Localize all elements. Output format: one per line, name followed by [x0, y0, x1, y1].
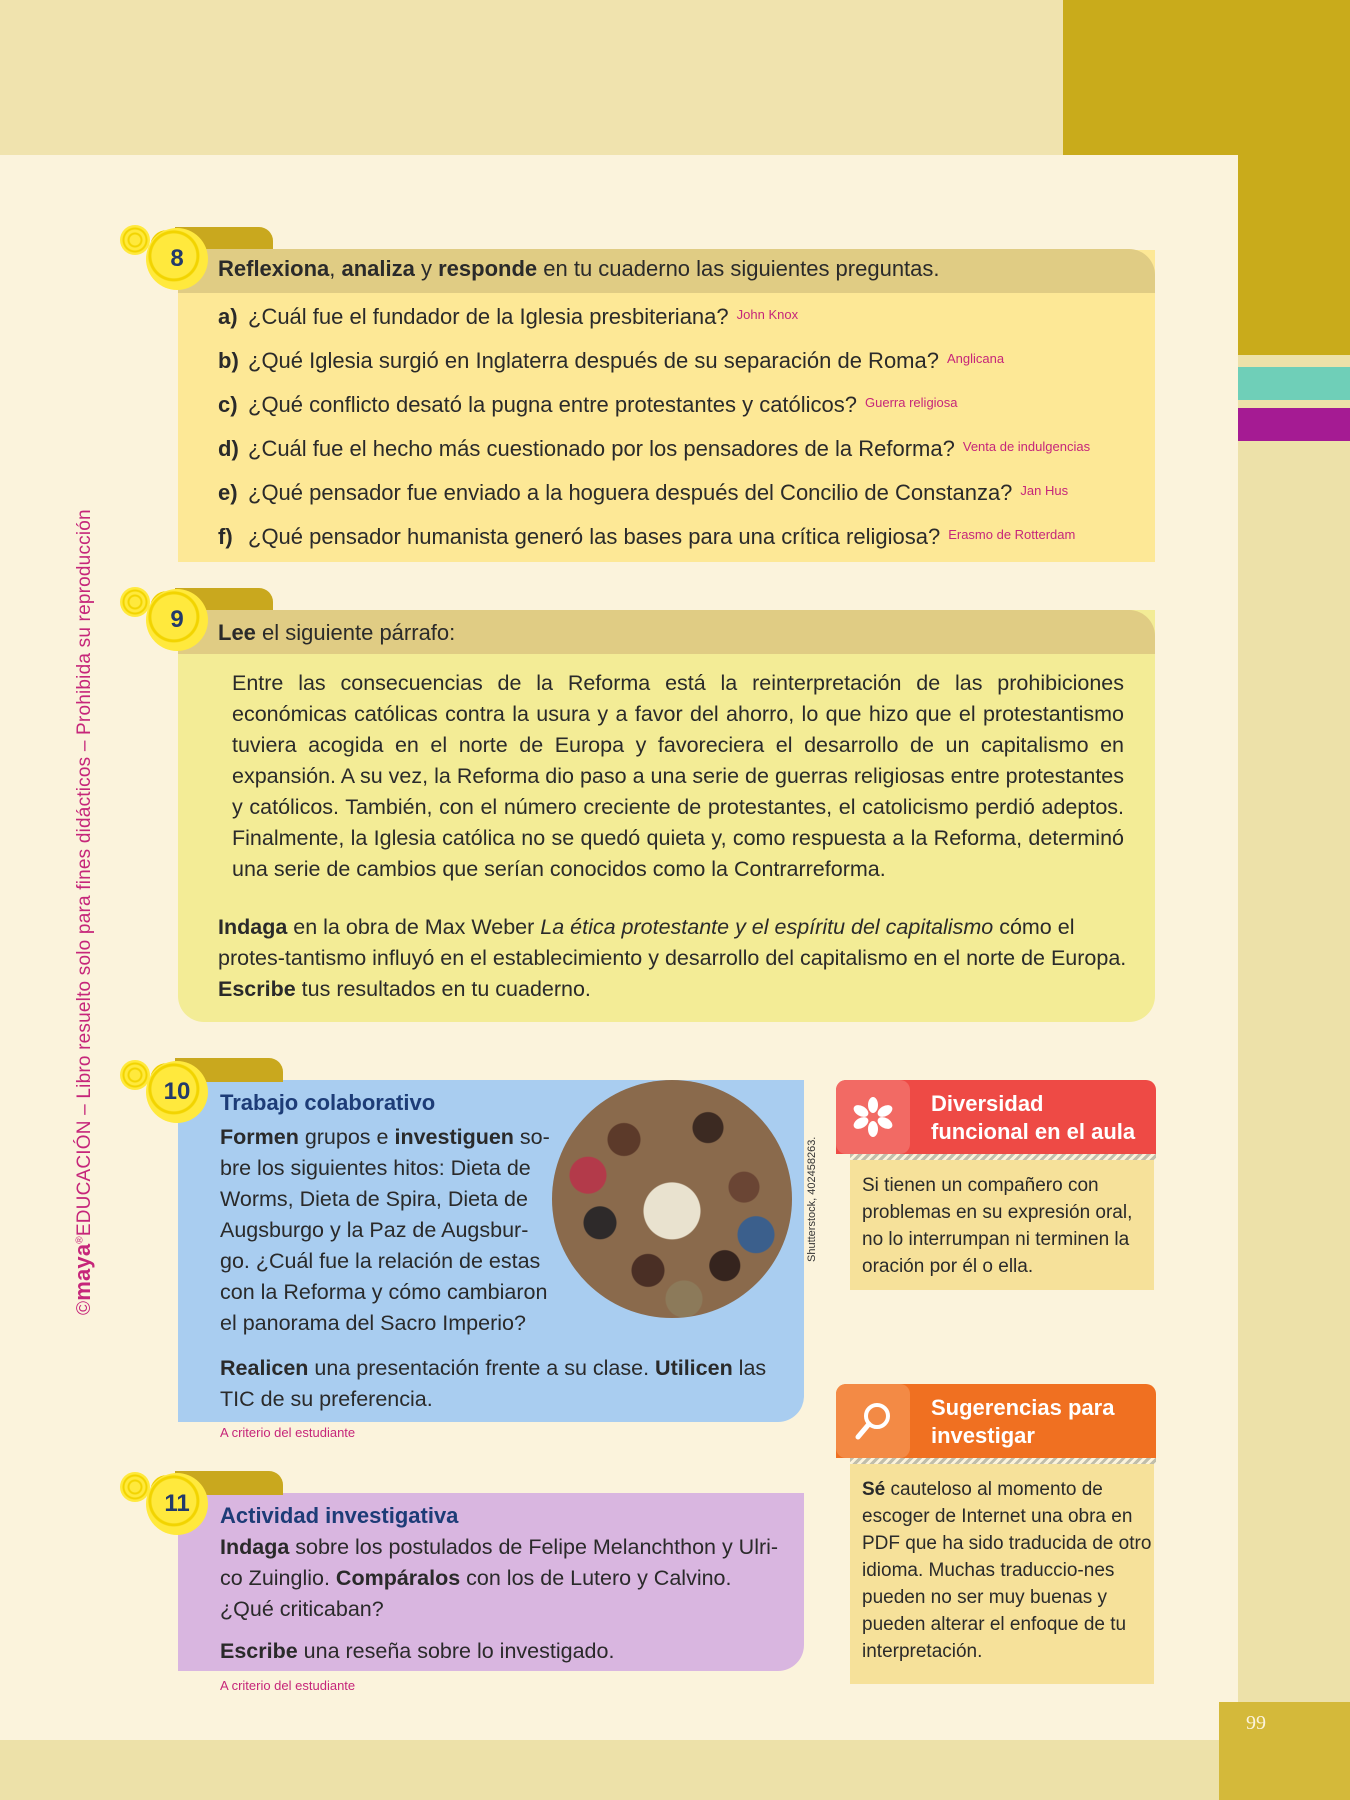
question-a: a) ¿Cuál fue el fundador de la Iglesia presbiteriana? $^{John Knox}$ [218, 304, 799, 329]
exercise-11-badge: 11 [146, 1473, 208, 1535]
photo-credit: Shutterstock, 402458263. [806, 1136, 818, 1262]
students-group-photo [552, 1080, 792, 1318]
page-number: 99 [1246, 1712, 1266, 1734]
exercise-11-text: Indaga sobre los postulados de Felipe Melanchthon y Ulri-co Zuinglio. Compáralos con los de Lutero y Calvino. ¿Qué criticaban? [220, 1535, 779, 1621]
answer: John Knox [736, 307, 799, 322]
right-margin-strip [1238, 155, 1350, 1800]
answer: Erasmo de Rotterdam [948, 527, 1076, 542]
diversidad-body: Si tienen un compañero con problemas en su expresión oral, no lo interrumpan ni terminen la oración por él o ella. [850, 1160, 1154, 1290]
diversidad-header [836, 1080, 1156, 1154]
answer: Anglicana [946, 351, 1005, 366]
diversidad-title: Diversidad funcional en el aula [931, 1091, 1136, 1144]
question-d: d) ¿Cuál fue el hecho más cuestionado por los pensadores de la Reforma? $^{Venta de indulgencias}$ [218, 436, 1091, 461]
answer: Guerra religiosa [865, 395, 958, 410]
copyright-notice: ©maya®EDUCACIÓN – Libro resuelto solo para fines didácticos – Prohibida su reproducción [70, 509, 95, 1315]
exercise-10-answer: A criterio del estudiante [220, 1425, 356, 1440]
question-e: e) ¿Qué pensador fue enviado a la hoguera después del Concilio de Constanza? $^{Jan Hus}$ [218, 480, 1069, 505]
exercise-11-title: Actividad investigativa [220, 1503, 459, 1528]
page-number-box [1219, 1702, 1350, 1800]
sugerencias-title: Sugerencias para investigar [931, 1395, 1115, 1448]
question-f: f) ¿Qué pensador humanista generó las bases para una crítica religiosa? $^{Erasmo de Rotterdam}$ [218, 524, 1076, 549]
answer: Venta de indulgencias [962, 439, 1091, 454]
exercise-10-text: Formen grupos e investiguen so-bre los siguientes hitos: Dieta de Worms, Dieta de Spira, Dieta de Augsburgo y la Paz de Augsbur-go. ¿Cuál fue la relación de estas con la Reforma y cómo cambiaron el panorama del Sacro Imperio? [220, 1125, 550, 1335]
reading-paragraph: Entre las consecuencias de la Reforma está la reinterpretación de las prohibiciones económicas católicas contra la usura y a favor del ahorro, lo que hizo que el protestantismo tuviera acogida en el norte de Europa y favoreciera el desarrollo de un capitalismo en expansión. A su vez, la Reforma dio paso a una serie de guerras religiosas entre protestantes y católicos. También, con el número creciente de protestantes, el catolicismo perdió adeptos. Finalmente, la Iglesia católica no se quedó quieta y, como respuesta a la Reforma, determinó una serie de cambios que serían conocidos como la Contrarreforma. [232, 671, 1124, 881]
exercise-10-title: Trabajo colaborativo [220, 1090, 436, 1115]
badge-ring [120, 225, 150, 255]
teal-band [1238, 367, 1350, 400]
exercise-10-task: Realicen una presentación frente a su clase. Utilicen las TIC de su preferencia. [220, 1356, 767, 1411]
exercise-8-badge: 8 [146, 228, 208, 290]
exercise-10-badge: 10 [146, 1061, 208, 1123]
right-margin-gold [1238, 155, 1350, 355]
bottom-band [0, 1740, 1350, 1800]
badge-ring [120, 587, 150, 617]
question-b: b) ¿Qué Iglesia surgió en Inglaterra después de su separación de Roma? $^{Anglicana}$ [218, 348, 1005, 373]
sugerencias-body: Sé cauteloso al momento de escoger de Internet una obra en PDF que ha sido traducida de otro idioma. Muchas traduccio-nes pueden no ser muy buenas y pueden alterar el enfoque de tu interpretación. [850, 1464, 1154, 1684]
exercise-11-task: Escribe una reseña sobre lo investigado. [220, 1639, 615, 1663]
exercise-8-instruction: Reflexiona, analiza y responde en tu cuaderno las siguientes preguntas. [218, 256, 940, 281]
asterisk-icon [836, 1080, 910, 1154]
exercise-9-instruction: Lee el siguiente párrafo: [218, 620, 456, 645]
exercise-9-task: Indaga en la obra de Max Weber La ética protestante y el espíritu del capitalismo cómo el protes-tantismo influyó en el establecimiento y desarrollo del capitalismo en el norte de Europa. Escribe tus resultados en tu cuaderno. [218, 915, 1127, 1001]
question-c: c) ¿Qué conflicto desató la pugna entre protestantes y católicos? $^{Guerra religiosa}$ [218, 392, 958, 417]
magnifier-icon [836, 1384, 910, 1458]
exercise-9-badge: 9 [146, 589, 208, 651]
answer: Jan Hus [1020, 483, 1069, 498]
exercise-11-answer: A criterio del estudiante [220, 1678, 356, 1693]
sugerencias-header [836, 1384, 1156, 1458]
magenta-band [1238, 408, 1350, 441]
